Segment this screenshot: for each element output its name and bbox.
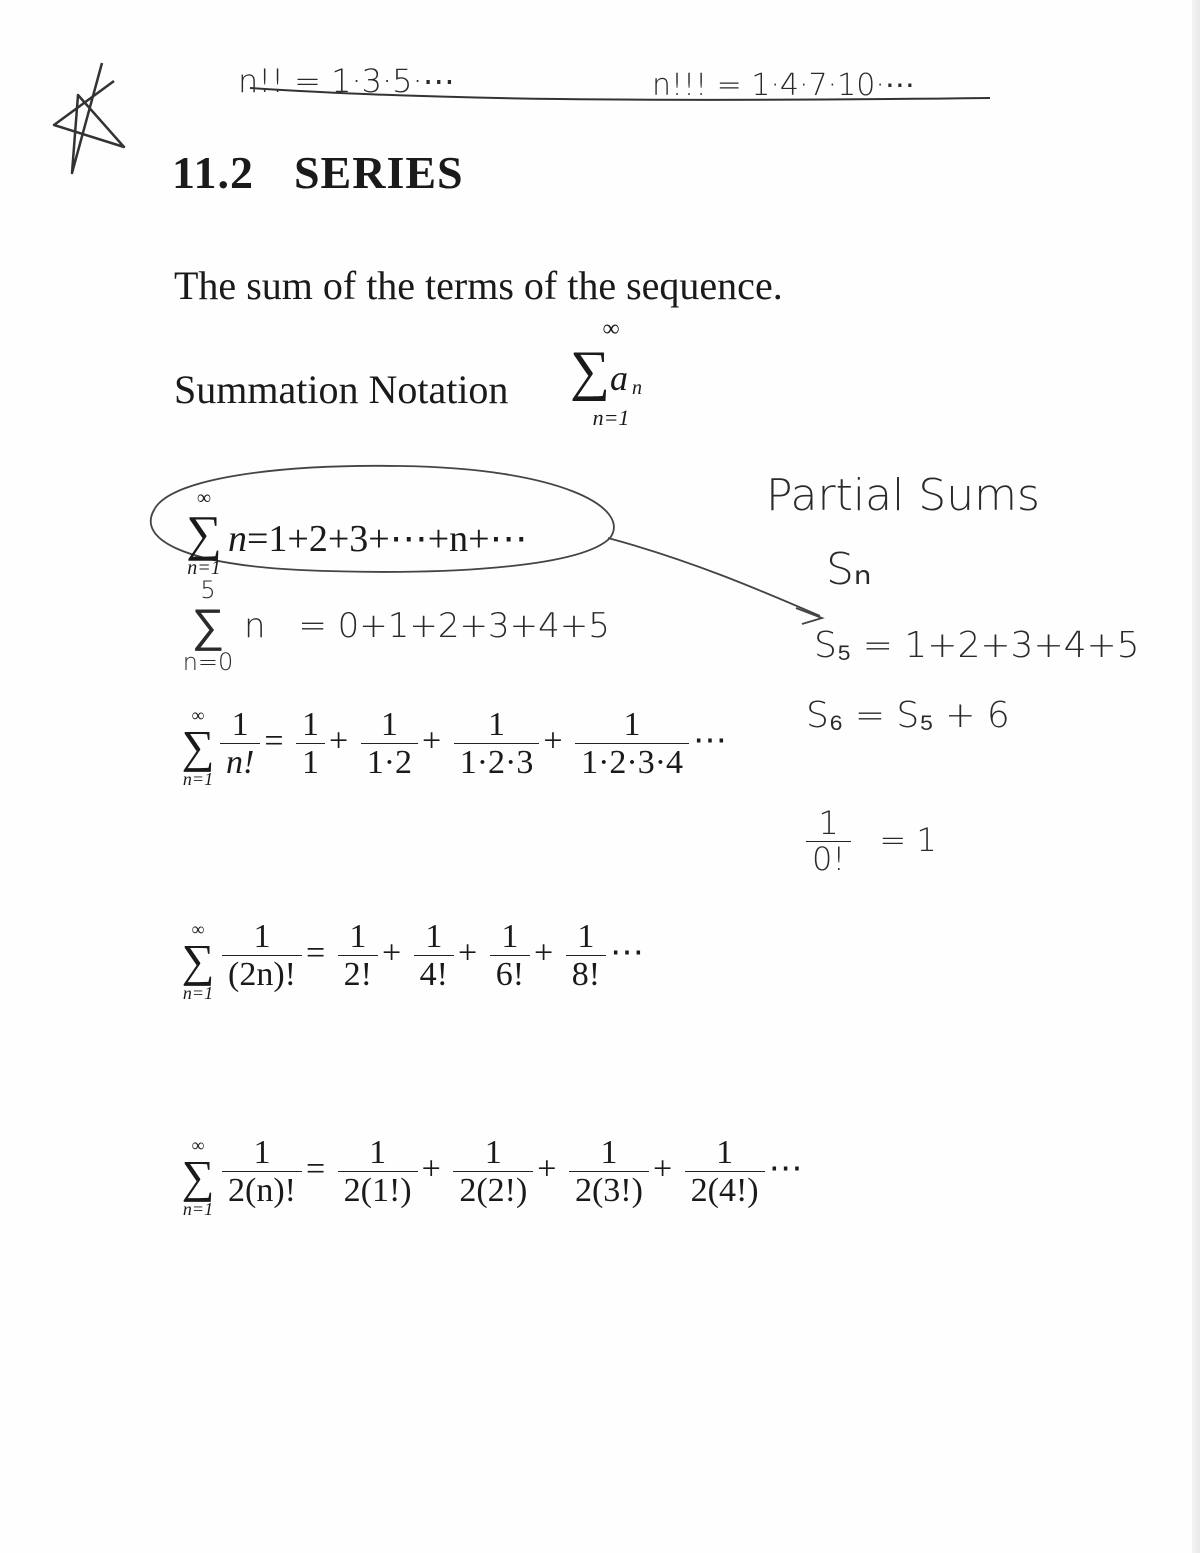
fraction: $\frac{1}{8!}$ [566,918,606,994]
fraction: $\frac{1}{1\cdot 2\cdot 3\cdot 4}$ [575,706,689,782]
section-title: SERIES [293,147,464,198]
handwritten-partial-sums-heading: Partial Sums [766,470,1040,521]
summation-notation-formula [566,316,656,431]
fraction: $\frac{1}{6!}$ [490,918,530,994]
plus-sign: + [652,1150,673,1188]
fraction: $\frac{1}{4!}$ [414,918,454,994]
upper-limit: ∞ [602,316,620,342]
plus-sign: + [422,722,442,760]
fraction: $\frac{1}{1\cdot 2\cdot 3}$ [454,706,540,782]
example2-handwritten-series [244,606,610,646]
term-n: n [228,518,247,560]
term-n: n [244,606,266,646]
series-expansion: =1+2+3+⋯+n+⋯ [247,518,528,560]
example4-sigma [178,920,218,1002]
fraction: $\frac{1}{2(2!)}$ [453,1134,533,1210]
lower-limit: n=1 [187,557,221,579]
sigma-symbol: ∑ [186,505,222,561]
plus-sign: + [381,934,402,972]
fraction: $\frac{1}{1\cdot 2}$ [361,706,418,782]
ellipsis: ⋯ [610,934,645,972]
lower-limit: n=1 [182,983,214,1003]
section-number: 11.2 [172,147,254,198]
handwritten-triple-factorial: n!!! = 1·4·7·10·⋯ [652,68,915,103]
example2-handwritten-sigma [178,578,238,677]
sigma-symbol: ∑ [570,340,610,402]
fraction: $\frac{1}{(2n)!}$ [222,918,302,994]
plus-sign: + [458,934,478,972]
series-expansion: = 0+1+2+3+4+5 [298,606,610,646]
example3-series [216,706,727,782]
handwritten-s5: S₅ = 1+2+3+4+5 [814,625,1140,666]
scan-edge-shadow [1192,0,1200,1553]
lower-limit: n=1 [182,769,214,789]
upper-limit: ∞ [196,487,212,509]
handwritten-double-factorial: n!! = 1·3·5·⋯ [238,62,455,100]
fraction: $\frac{1}{2(n)!}$ [222,1134,302,1210]
equals-sign: = [264,722,284,760]
upper-limit: 5 [200,576,216,604]
sigma-symbol: ∑ [181,935,215,986]
example1-series [228,516,528,561]
arrow-icon [600,530,840,630]
term-a: a [610,358,628,398]
example3-sigma [178,706,218,788]
equals-one: = 1 [879,820,937,859]
summation-notation-label: Summation Notation [174,367,509,412]
fraction: $\frac{1}{0!}$ [806,806,851,877]
plus-sign: + [534,934,554,972]
lower-limit: n=1 [592,405,630,430]
example1-sigma [182,488,226,578]
fraction: $\frac{1}{2(4!)}$ [685,1134,765,1210]
fraction: $\frac{1}{n!}$ [220,706,260,782]
fraction: $\frac{1}{2!}$ [338,918,378,994]
plus-sign: + [537,1150,557,1188]
example5-sigma [178,1136,218,1218]
sigma-symbol: ∑ [181,721,215,772]
plus-sign: + [543,722,563,760]
upper-limit: ∞ [191,919,205,939]
star-doodle-icon [40,55,130,185]
sigma-symbol: ∑ [181,1151,215,1202]
upper-limit: ∞ [191,705,205,725]
handwritten-zero-factorial [806,806,937,877]
section-heading [172,146,464,199]
intro-sentence: The sum of the terms of the sequence. [174,263,783,308]
handwritten-s6: S₆ = S₅ + 6 [806,695,1010,736]
handwritten-sn: Sₙ [826,544,872,595]
example4-series [218,918,644,994]
ellipsis: ⋯ [693,722,728,760]
fraction: $\frac{1}{2(3!)}$ [569,1134,649,1210]
term-subscript: n [632,377,642,399]
fraction: $\frac{1}{1}$ [296,706,325,782]
equals-sign: = [305,934,326,972]
strike-through-line [230,80,1010,110]
example5-series [218,1134,803,1210]
fraction: $\frac{1}{2(1!)}$ [338,1134,418,1210]
ellipsis: ⋯ [768,1150,803,1188]
sigma-symbol: ∑ [191,598,225,652]
upper-limit: ∞ [191,1135,205,1155]
lower-limit: n=0 [182,648,234,676]
plus-sign: + [329,722,349,760]
lower-limit: n=1 [182,1199,214,1219]
plus-sign: + [421,1150,441,1188]
equals-sign: = [305,1150,326,1188]
